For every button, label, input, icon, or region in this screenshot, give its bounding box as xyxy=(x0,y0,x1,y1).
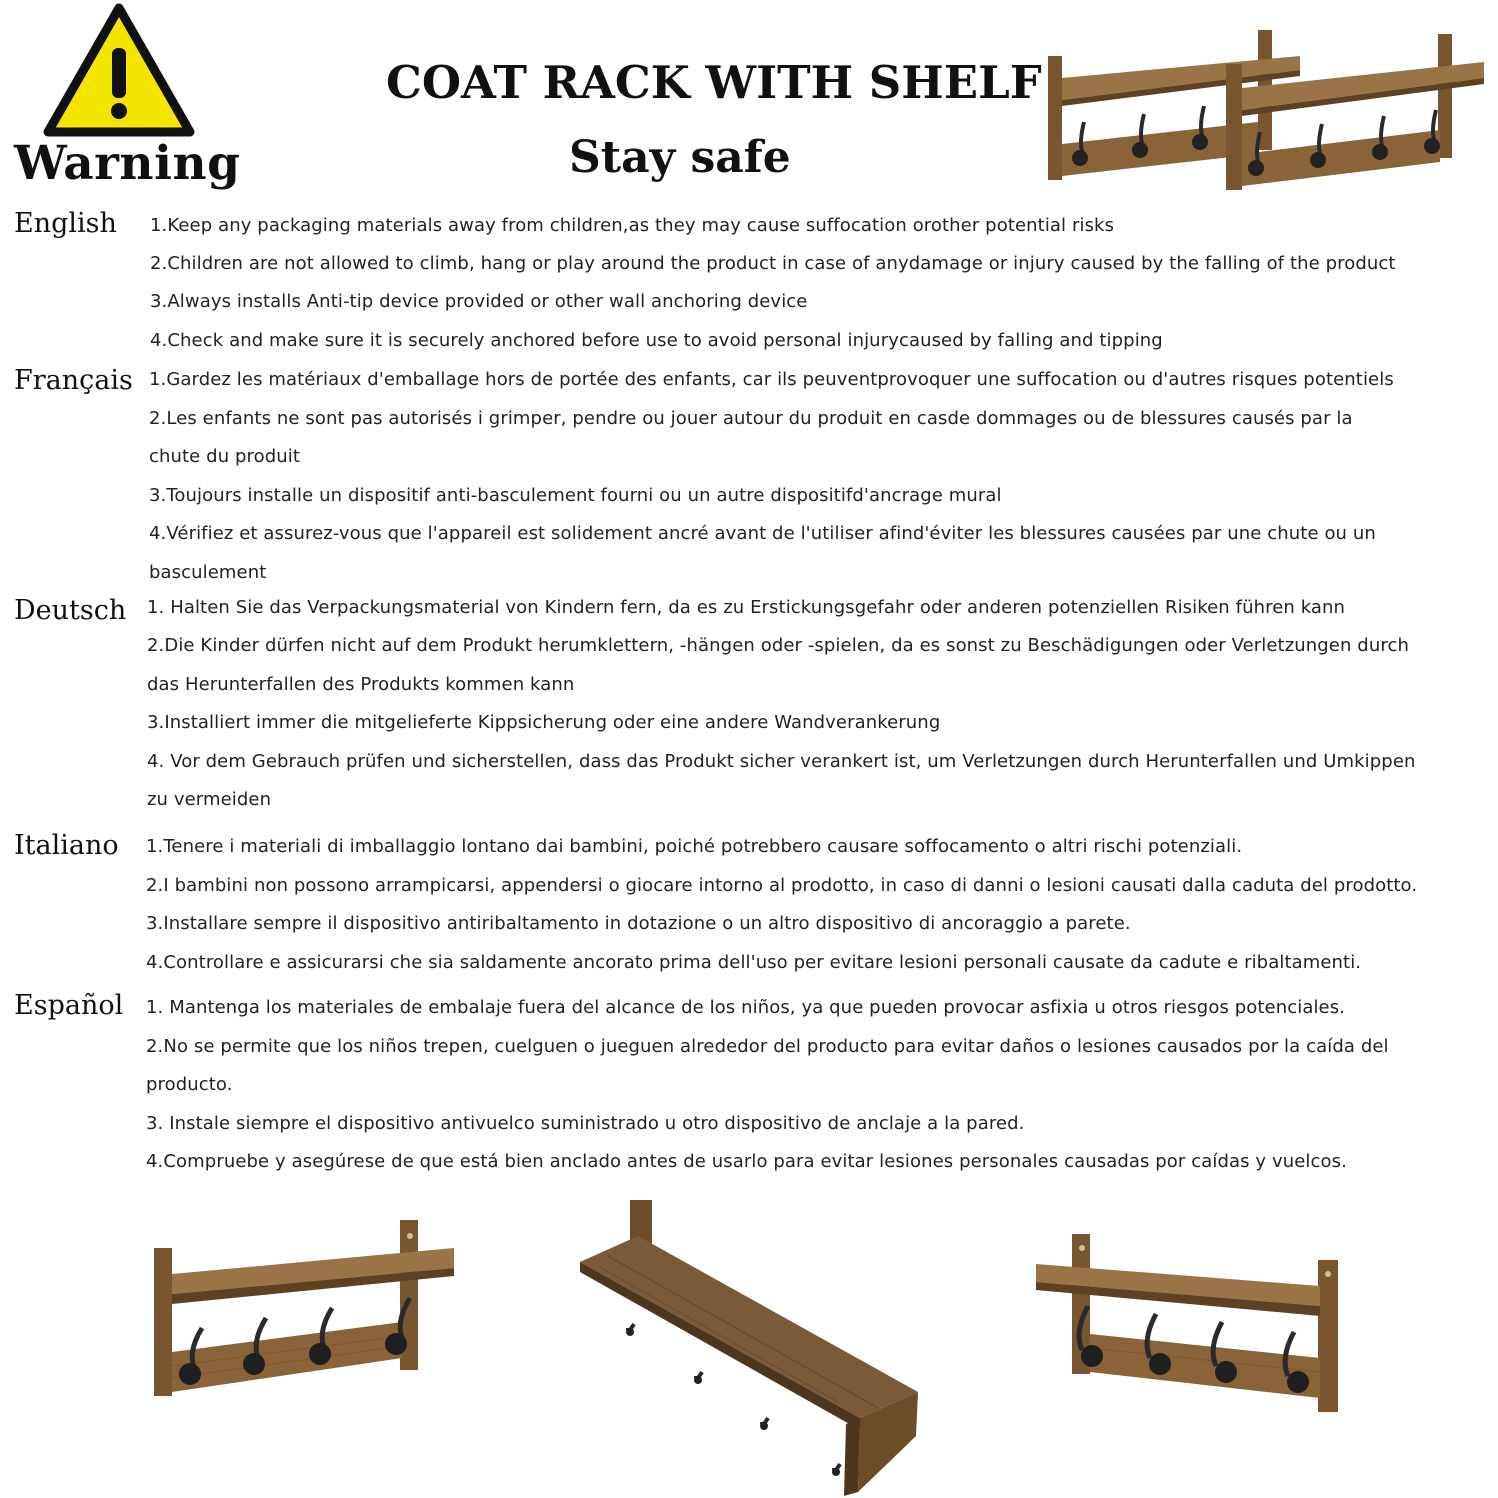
instruction-line: 1. Halten Sie das Verpackungsmaterial von Kindern fern, da es zu Erstickungsgefahr oder anderen potenziellen Risiken führen kann xyxy=(147,597,1346,618)
instruction-line: 3.Installare sempre il dispositivo antiribaltamento in dotazione o un altro dispositivo di ancoraggio a parete. xyxy=(146,913,1131,934)
instruction-line: 4.Check and make sure it is securely anchored before use to avoid personal injurycaused by falling and tipping xyxy=(150,330,1163,351)
instruction-line: 1.Gardez les matériaux d'emballage hors de portée des enfants, car ils peuventprovoquer une suffocation ou d'autres risques potentiels xyxy=(149,369,1394,390)
language-label-deutsch: Deutsch xyxy=(14,595,127,626)
instruction-line: 4.Controllare e assicurarsi che sia saldamente ancorato prima dell'uso per evitare lesioni personali causate da cadute e ribaltamenti. xyxy=(146,952,1362,973)
instruction-line: zu vermeiden xyxy=(147,789,272,810)
instruction-line: 1. Mantenga los materiales de embalaje fuera del alcance de los niños, ya que pueden provocar asfixia u otros riesgos potenciales. xyxy=(146,997,1346,1018)
product-image-angled xyxy=(1034,1230,1344,1416)
instruction-line: 4.Compruebe y asegúrese de que está bien anclado antes de usarlo para evitar lesiones personales causadas por caídas y vuelcos. xyxy=(146,1151,1347,1172)
instruction-line: basculement xyxy=(149,562,267,583)
product-image-top xyxy=(1040,26,1492,196)
page-title: COAT RACK WITH SHELF xyxy=(386,56,1042,109)
language-label-espanol: Español xyxy=(14,990,124,1021)
product-image-front xyxy=(150,1216,460,1400)
instruction-line: chute du produit xyxy=(149,446,301,467)
instruction-line: 3.Installiert immer die mitgelieferte Kippsicherung oder eine andere Wandverankerung xyxy=(147,712,941,733)
instruction-line: 3. Instale siempre el dispositivo antivuelco suministrado u otro dispositivo de anclaje a la pared. xyxy=(146,1113,1025,1134)
language-label-francais: Français xyxy=(14,365,133,396)
instruction-line: 2.No se permite que los niños trepen, cuelguen o jueguen alrededor del producto para evitar daños o lesiones causados por la caída del xyxy=(146,1036,1389,1057)
instruction-line: 2.Children are not allowed to climb, hang or play around the product in case of anydamage or injury caused by the falling of the product xyxy=(150,253,1396,274)
instruction-line: 3.Always installs Anti-tip device provided or other wall anchoring device xyxy=(150,291,808,312)
instruction-line: das Herunterfallen des Produkts kommen kann xyxy=(147,674,575,695)
instruction-line: 2.I bambini non possono arrampicarsi, appendersi o giocare intorno al prodotto, in caso di danni o lesioni causati dalla caduta del prodotto. xyxy=(146,875,1418,896)
instruction-line: 1.Tenere i materiali di imballaggio lontano dai bambini, poiché potrebbero causare soffocamento o altri rischi potenziali. xyxy=(146,836,1243,857)
product-image-top-view xyxy=(578,1196,920,1496)
instruction-line: 2.Les enfants ne sont pas autorisés i grimper, pendre ou jouer autour du produit en casde dommages ou de blessures causés par la xyxy=(149,408,1353,429)
warning-triangle-icon xyxy=(42,2,196,140)
instruction-line: 2.Die Kinder dürfen nicht auf dem Produkt herumklettern, -hängen oder -spielen, da es sonst zu Beschädigungen oder Verletzungen durch xyxy=(147,635,1409,656)
instruction-line: 4.Vérifiez et assurez-vous que l'appareil est solidement ancré avant de l'utiliser afind'éviter les blessures causées par une chute ou un xyxy=(149,523,1376,544)
instruction-line: 1.Keep any packaging materials away from children,as they may cause suffocation orother potential risks xyxy=(150,215,1115,236)
language-label-italiano: Italiano xyxy=(14,830,119,861)
instruction-line: 3.Toujours installe un dispositif anti-basculement fourni ou un autre dispositifd'ancrage mural xyxy=(149,485,1002,506)
page-subtitle: Stay safe xyxy=(569,132,791,183)
warning-label: Warning xyxy=(14,136,241,191)
language-label-english: English xyxy=(14,208,117,239)
instruction-line: 4. Vor dem Gebrauch prüfen und sicherstellen, dass das Produkt sicher verankert ist, um Verletzungen durch Herunterfallen und Umkippen xyxy=(147,751,1416,772)
instruction-line: producto. xyxy=(146,1074,233,1095)
